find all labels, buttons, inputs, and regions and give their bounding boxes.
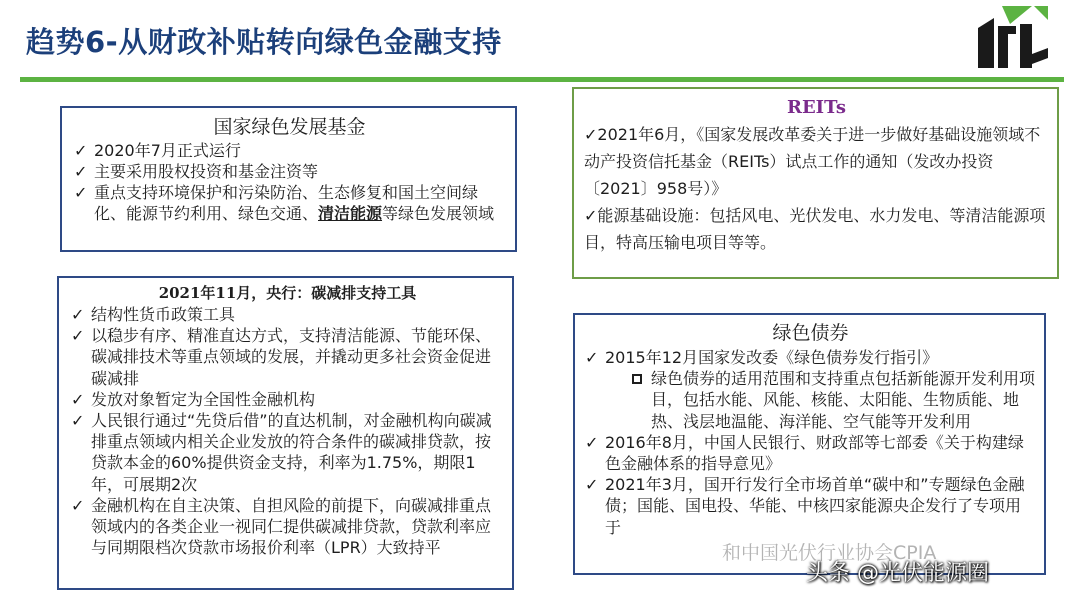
list-item: ✓ 结构性货币政策工具 [71, 305, 236, 324]
list-item: ✓ 金融机构在自主决策、自担风险的前提下，向碳减排重点领域内的各类企业一视同仁提供碳减排贷款，贷款利率应与同期限档次贷款市场报价利率（LPR）大致持平 [71, 495, 492, 558]
list-item: ✓ 2020年7月正式运行 [74, 141, 241, 160]
cpia-watermark: 和中国光伏行业协会CPIA [722, 542, 937, 564]
green-bond-sub-list [585, 368, 1036, 432]
check-icon: ✓ [71, 305, 85, 324]
list-item: ✓ 人民银行通过“先贷后借”的直达机制，对金融机构向碳减排重点领域内相关企业发放的符合条件的碳减排贷款，按贷款本金的60%提供资金支持，利率为1.75%，期限1年，可展期2次 [71, 411, 492, 494]
cpia-logo-icon [972, 4, 1050, 70]
list-item: ✓ 2021年3月，国开行发行全市场首单“碳中和”专题绿色金融债；国能、国电投、华能、中核四家能源央企发行了专项用于 [585, 475, 1025, 537]
green-bond-box [573, 313, 1046, 575]
green-bond-heading: 绿色债券 [772, 322, 849, 344]
check-icon: ✓ [74, 141, 88, 160]
list-item: ✓ 2016年8月，中国人民银行、财政部等七部委《关于构建绿色金融体系的指导意见》 [585, 432, 1024, 474]
list-item: ✓ 重点支持环境保护和污染防治、生态修复和国土空间绿化、能源节约利用、绿色交通、清洁能源等绿色发展领域 [74, 183, 495, 223]
list-item: ✓ 以稳步有序、精准直达方式，支持清洁能源、节能环保、碳减排技术等重点领域的发展，并撬动更多社会资金促进碳减排 [71, 326, 492, 388]
check-icon: ✓ [585, 432, 599, 452]
carbon-tool-heading: 2021年11月，央行：碳减排支持工具 [158, 284, 417, 302]
check-icon: ✓ [585, 475, 599, 495]
green-fund-heading: 国家绿色发展基金 [213, 116, 366, 138]
check-icon: ✓ [71, 495, 85, 515]
check-icon: ✓ [585, 348, 599, 367]
check-icon: ✓ [74, 162, 88, 181]
clean-energy-link: 清洁能源 [318, 204, 383, 223]
list-item: 绿色债券的适用范围和支持重点包括新能源开发利用项目，包括水能、风能、核能、太阳能、生物质能、地热、浅层地温能、海洋能、空气能等开发利用 [629, 368, 1036, 432]
check-icon: ✓ [71, 389, 85, 409]
list-item: ✓ 主要采用股权投资和基金注资等 [74, 162, 319, 181]
reits-heading: REITs [787, 97, 846, 118]
carbon-tool-box [57, 276, 514, 590]
reits-paragraph: ✓能源基础设施：包括风电、光伏发电、水力发电、等清洁能源项目，特高压输电项目等等。 [584, 206, 1046, 252]
check-icon: ✓ [71, 411, 85, 431]
check-icon: ✓ [71, 326, 85, 346]
square-bullet-icon [632, 374, 642, 384]
green-fund-box [60, 106, 517, 252]
carbon-tool-list [71, 304, 504, 558]
list-item: ✓ 2015年12月国家发改委《绿色债券发行指引》 [585, 348, 939, 367]
green-bond-list [585, 347, 1036, 368]
toutiao-watermark: 头条 @光伏能源圈 [806, 561, 989, 586]
reits-box [572, 87, 1059, 279]
reits-paragraph: ✓2021年6月，《国家发展改革委关于进一步做好基础设施领域不动产投资信托基金（REITs）试点工作的通知（发改办投资〔2021〕958号）》 [584, 125, 1041, 198]
check-icon: ✓ [74, 183, 88, 202]
page-title: 趋势6-从财政补贴转向绿色金融支持 [26, 25, 502, 59]
title-divider [20, 77, 1064, 82]
list-item: ✓ 发放对象暂定为全国性金融机构 [71, 389, 316, 409]
green-fund-list [74, 140, 505, 224]
